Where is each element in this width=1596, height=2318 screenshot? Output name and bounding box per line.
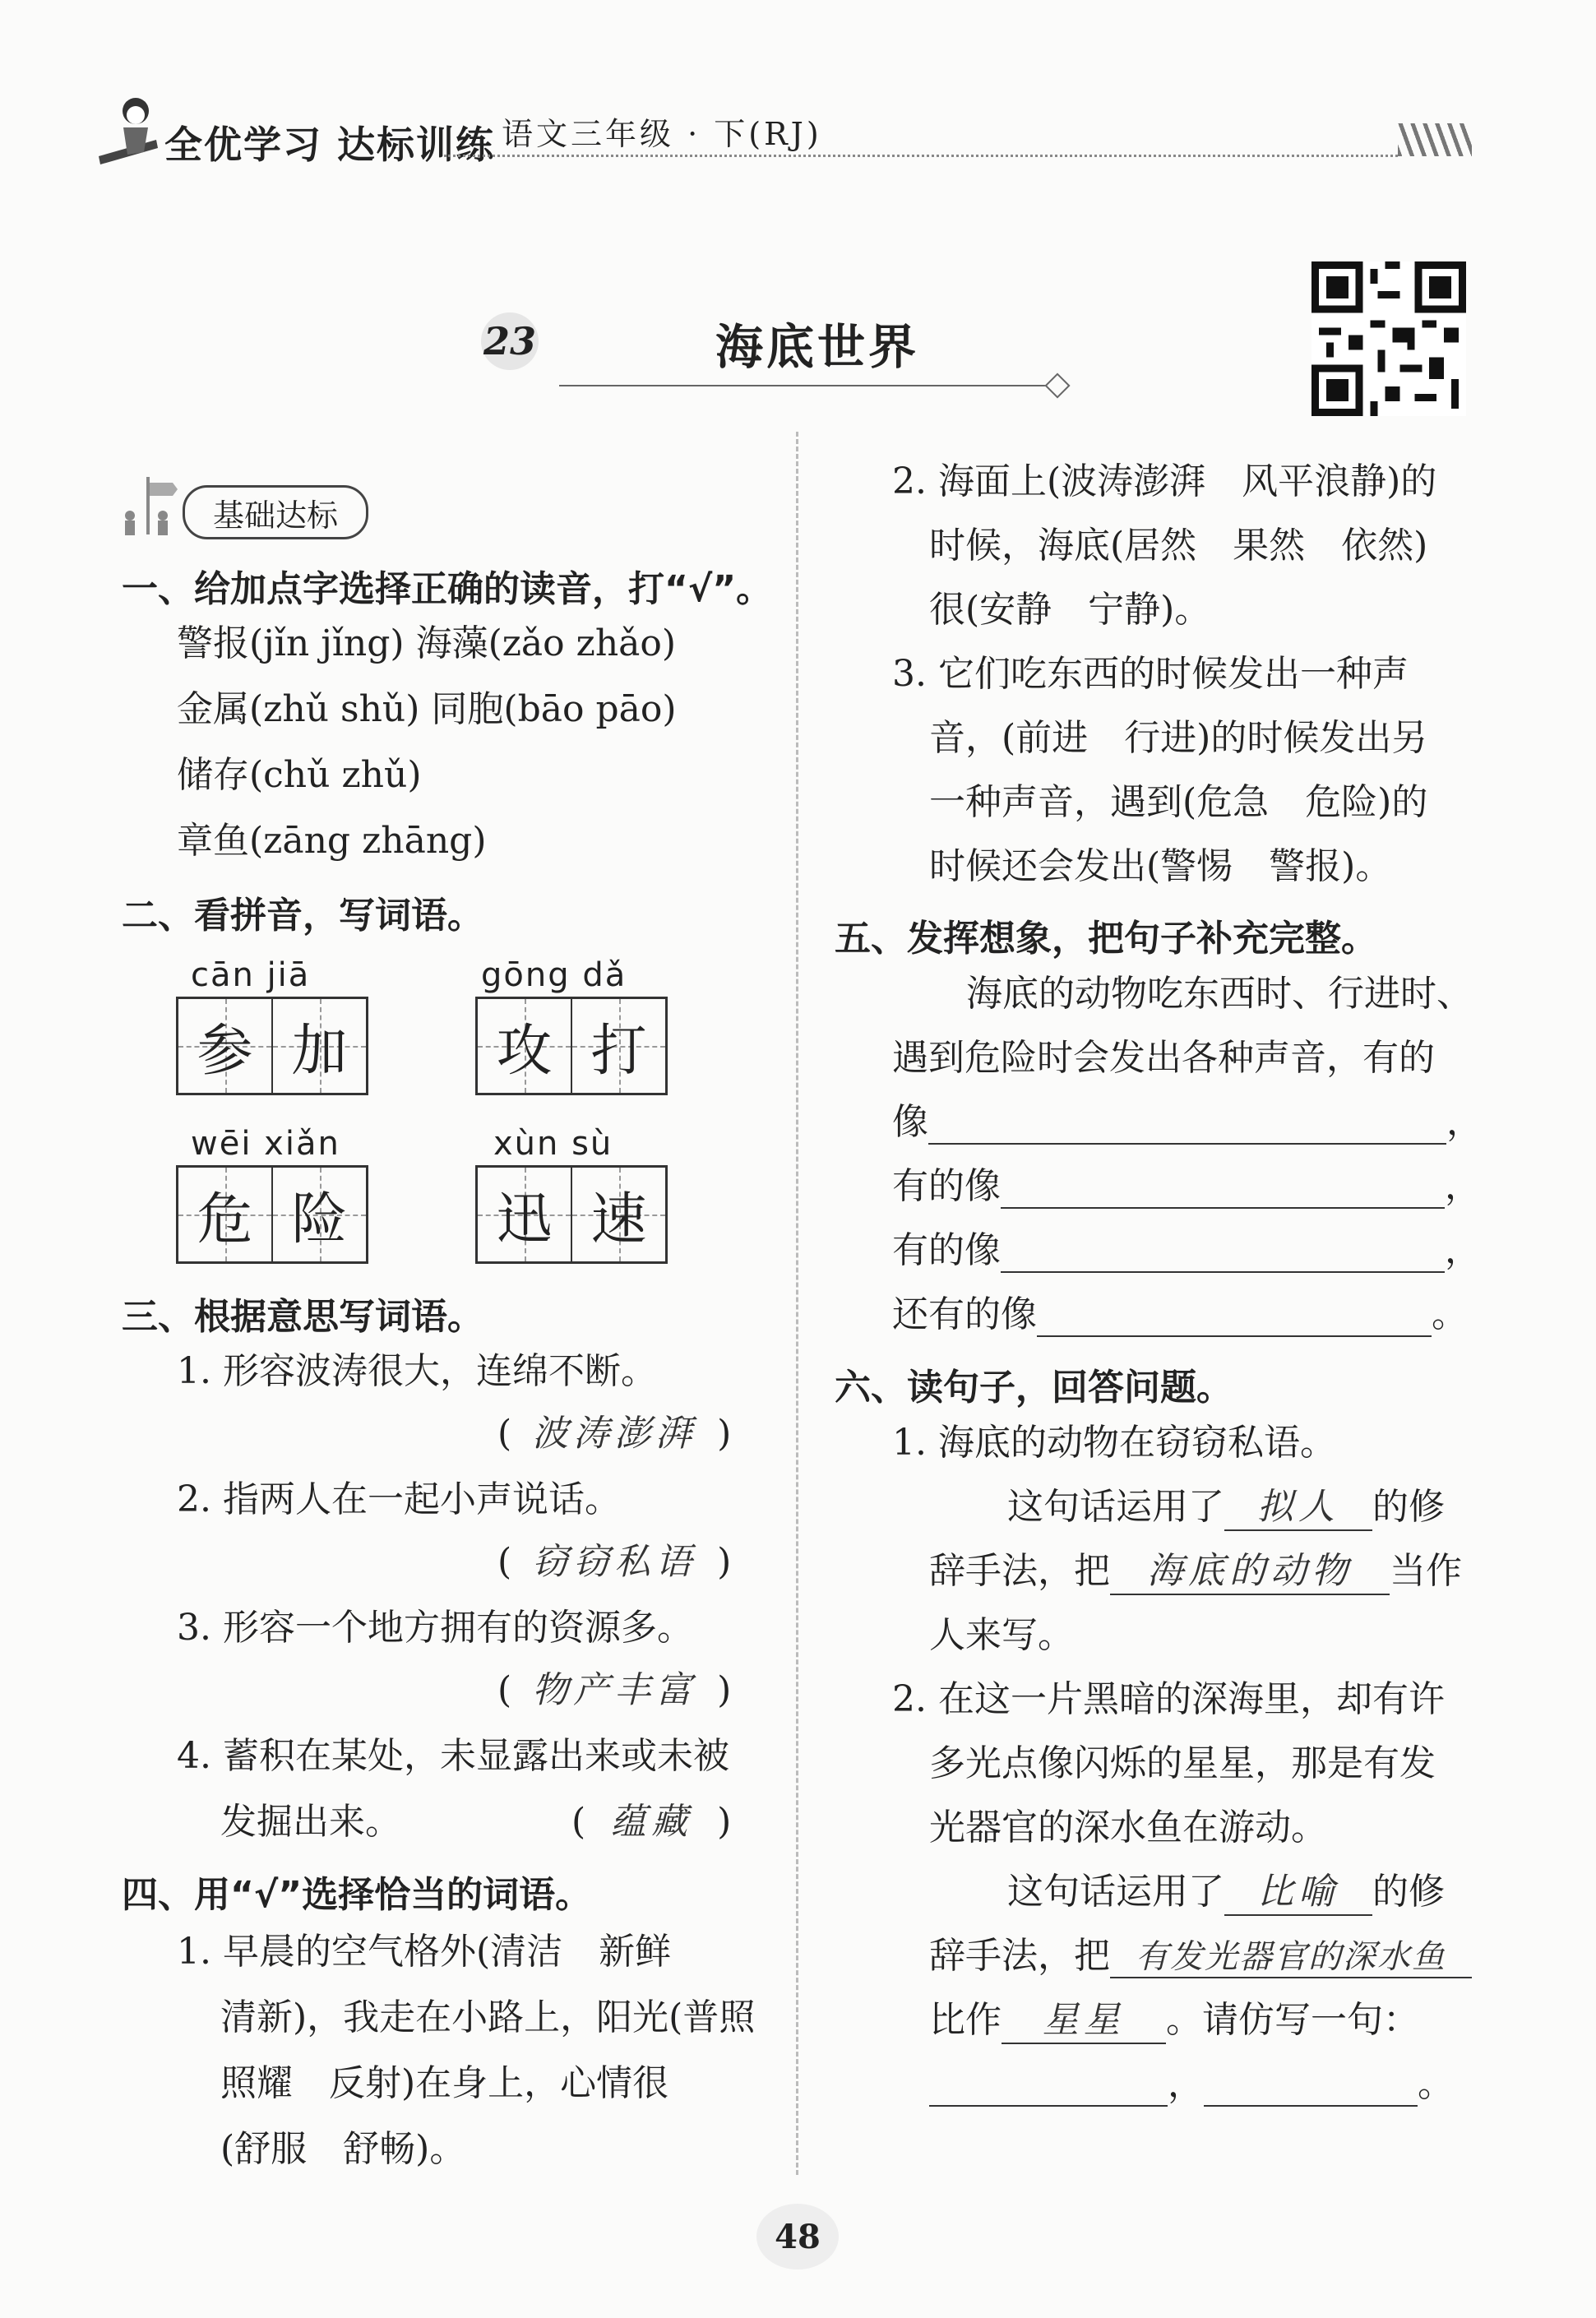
s1-row-2: 金属(zhǔ shǔ) 同胞(bāo pāo) xyxy=(177,688,677,730)
s3-q4b: 发掘出来。 xyxy=(220,1801,401,1843)
signpost-icon xyxy=(115,473,181,539)
s6-blank1[interactable] xyxy=(929,2069,1168,2107)
text: ， xyxy=(1168,2063,1204,2105)
s5-blank1[interactable] xyxy=(928,1107,1446,1145)
s6-q2-line1: 2. 在这一片黑暗的深海里，却有许 xyxy=(892,1678,1445,1720)
pinyin-4: xùn sù xyxy=(493,1125,613,1163)
s3-a4-box[interactable]: ( 蕴藏 ) xyxy=(571,1801,732,1843)
grid-char: 险 xyxy=(291,1187,348,1252)
grid-char: 攻 xyxy=(496,1018,553,1084)
s6-heading: 六、读句子，回答问题。 xyxy=(835,1367,1233,1409)
word-grid-1[interactable] xyxy=(176,997,368,1095)
s5-line3: 有的像 ， xyxy=(892,1229,1481,1271)
s5-heading: 五、发挥想象，把句子补充完整。 xyxy=(835,918,1377,960)
s4-q3-line4: 时候还会发出(警惕 警报)。 xyxy=(929,845,1392,887)
grid-char: 打 xyxy=(590,1018,647,1084)
s6-q2-line6 xyxy=(929,1999,1419,2044)
s5-line2-label: 有的像 xyxy=(892,1165,1001,1207)
text: 当作 xyxy=(1390,1550,1462,1592)
s4-q1-line1: 1. 早晨的空气格外(清洁 新鲜 xyxy=(177,1931,672,1973)
title-diamond-icon xyxy=(1044,372,1070,398)
text: 比作 xyxy=(929,1999,1002,2041)
text: 辞手法，把 xyxy=(929,1550,1110,1592)
s6-q2-ans1[interactable]: 比喻 xyxy=(1224,1871,1372,1916)
section-badge: 基础达标 xyxy=(183,485,368,539)
header-dotted-line xyxy=(444,155,1398,157)
s5-line4: 还有的像 。 xyxy=(892,1293,1468,1335)
s6-q1-line2 xyxy=(1007,1486,1445,1531)
s6-q1-line4: 人来写。 xyxy=(929,1614,1074,1656)
s4-q2-line3: 很(安静 宁静)。 xyxy=(929,589,1211,631)
s3-a3-box[interactable]: ( 物产丰富 ) xyxy=(497,1669,732,1711)
s3-a2: 窃窃私语 xyxy=(532,1541,697,1583)
lesson-title: 海底世界 xyxy=(715,319,920,375)
header-hatch xyxy=(1398,123,1472,156)
grid-char: 加 xyxy=(291,1018,348,1084)
s2-heading: 二、看拼音，写词语。 xyxy=(122,895,483,937)
s3-heading: 三、根据意思写词语。 xyxy=(122,1296,483,1338)
s1-row-3: 储存(chǔ zhǔ) xyxy=(177,754,422,796)
grid-char: 迅 xyxy=(496,1187,553,1252)
pinyin-1: cān jiā xyxy=(191,956,311,994)
text: 这句话运用了 xyxy=(1007,1486,1224,1528)
s1-row-4: 章鱼(zāng zhāng) xyxy=(177,820,487,862)
s6-q2-ans2[interactable]: 有发光器官的深水鱼 xyxy=(1110,1937,1472,1978)
s4-q3-line2: 音，(前进 行进)的时候发出另 xyxy=(929,717,1428,759)
s5-line1-label: 像 xyxy=(892,1101,928,1143)
text: 的修 xyxy=(1372,1486,1445,1528)
s6-q2-line7 xyxy=(929,2063,1454,2107)
s1-heading: 一、给加点字选择正确的读音，打“√”。 xyxy=(122,568,773,610)
grid-char: 速 xyxy=(590,1187,647,1252)
qr-code-icon[interactable] xyxy=(1311,261,1466,416)
s4-heading: 四、用“√”选择恰当的词语。 xyxy=(122,1874,592,1916)
s4-q3-line3: 一种声音，遇到(危急 危险)的 xyxy=(929,781,1428,823)
text: 的修 xyxy=(1372,1871,1445,1913)
s6-blank2[interactable] xyxy=(1204,2069,1418,2107)
text: 这句话运用了 xyxy=(1007,1871,1224,1913)
column-divider xyxy=(796,432,798,2175)
s3-a4: 蕴藏 xyxy=(610,1801,693,1843)
s4-q1-line2: 清新)，我走在小路上，阳光(普照 xyxy=(220,1996,756,2038)
s3-q2: 2. 指两人在一起小声说话。 xyxy=(177,1478,621,1520)
s6-q1-ans2[interactable]: 海底的动物 xyxy=(1110,1550,1390,1595)
s4-q3-line1: 3. 它们吃东西的时候发出一种声 xyxy=(892,653,1409,695)
s4-q2-line2: 时候，海底(居然 果然 依然) xyxy=(929,525,1428,567)
s5-line4-label: 还有的像 xyxy=(892,1293,1037,1335)
s5-line2: 有的像 ， xyxy=(892,1165,1481,1207)
text: 辞手法，把 xyxy=(929,1935,1110,1977)
s6-q2-line4 xyxy=(1007,1871,1445,1916)
s6-q2-line5 xyxy=(929,1935,1472,1978)
pinyin-3: wēi xiǎn xyxy=(191,1125,340,1163)
title-rule xyxy=(559,385,1052,386)
text: 。请仿写一句： xyxy=(1166,1999,1419,2041)
s3-q4a: 4. 蓄积在某处，未显露出来或未被 xyxy=(177,1735,729,1777)
s6-q2-line2: 多光点像闪烁的星星，那是有发 xyxy=(929,1742,1436,1784)
s5-line1: 像 ， xyxy=(892,1101,1483,1143)
s3-q1: 1. 形容波涛很大，连绵不断。 xyxy=(177,1350,657,1392)
s6-q2-line3: 光器官的深水鱼在游动。 xyxy=(929,1807,1327,1848)
page-number: 48 xyxy=(756,2204,839,2269)
s3-q3: 3. 形容一个地方拥有的资源多。 xyxy=(177,1607,693,1649)
s5-blank2[interactable] xyxy=(1001,1171,1445,1209)
subject-label: 语文三年级 · 下(RJ) xyxy=(502,116,822,152)
s4-q1-line4: (舒服 舒畅)。 xyxy=(220,2128,466,2170)
s6-q1-line3 xyxy=(929,1550,1462,1595)
s5-para2: 遇到危险时会发出各种声音，有的 xyxy=(892,1037,1435,1079)
s5-line3-label: 有的像 xyxy=(892,1229,1001,1271)
grid-char: 危 xyxy=(197,1187,253,1252)
s3-a3: 物产丰富 xyxy=(532,1669,697,1711)
s4-q2-line1: 2. 海面上(波涛澎湃 风平浪静)的 xyxy=(892,460,1437,502)
mascot-logo xyxy=(90,90,164,173)
word-grid-4[interactable] xyxy=(475,1165,668,1264)
s3-a1-box[interactable]: ( 波涛澎湃 ) xyxy=(497,1413,732,1455)
grid-char: 参 xyxy=(197,1018,253,1084)
s6-q1: 1. 海底的动物在窃窃私语。 xyxy=(892,1422,1336,1464)
s5-blank3[interactable] xyxy=(1001,1235,1445,1273)
text: 。 xyxy=(1418,2063,1454,2105)
lesson-number: 23 xyxy=(481,312,539,370)
s3-a2-box[interactable]: ( 窃窃私语 ) xyxy=(497,1541,732,1583)
s3-a1: 波涛澎湃 xyxy=(532,1413,697,1455)
s5-blank4[interactable] xyxy=(1037,1299,1432,1337)
s6-q1-ans1[interactable]: 拟人 xyxy=(1224,1486,1372,1531)
s4-q1-line3: 照耀 反射)在身上，心情很 xyxy=(220,2062,669,2104)
brand-title: 全优学习 达标训练 xyxy=(164,123,496,167)
s1-row-1: 警报(jǐn jǐng) 海藻(zǎo zhǎo) xyxy=(177,622,677,664)
pinyin-2: gōng dǎ xyxy=(481,956,627,994)
word-grid-2[interactable] xyxy=(475,997,668,1095)
s6-q2-ans3[interactable]: 星星 xyxy=(1002,1999,1166,2044)
word-grid-3[interactable] xyxy=(176,1165,368,1264)
s5-para1: 海底的动物吃东西时、行进时、 xyxy=(966,973,1473,1015)
